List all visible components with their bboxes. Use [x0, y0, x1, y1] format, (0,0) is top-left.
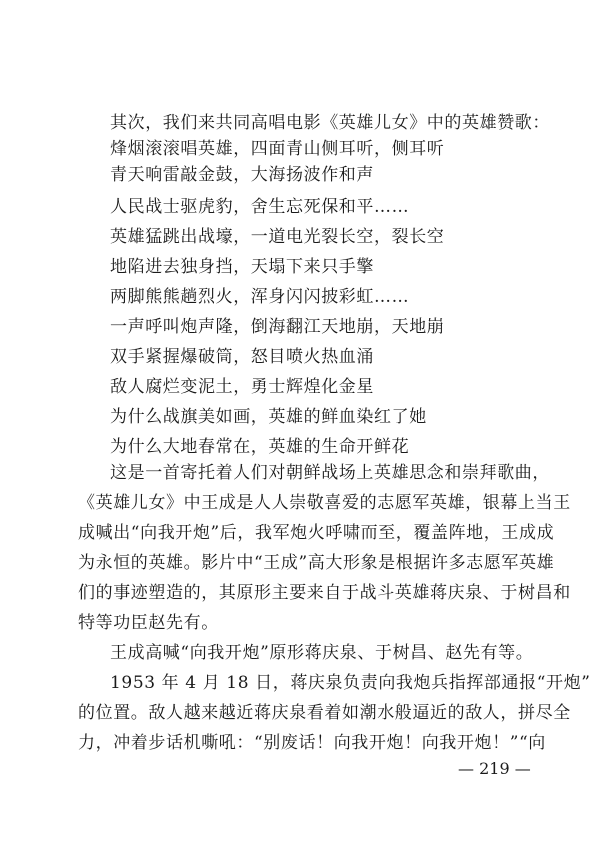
paragraph-line: 王成高喊“向我开炮”原形蒋庆泉、于树昌、赵先有等。 — [110, 643, 534, 663]
paragraph-line: 特等功臣赵先有。 — [78, 613, 219, 633]
poem-line: 两脚熊熊趟烈火，浑身闪闪披彩虹…… — [110, 287, 410, 307]
intro-line: 其次，我们来共同高唱电影《英雄儿女》中的英雄赞歌： — [110, 113, 550, 133]
poem-line: 烽烟滚滚唱英雄，四面青山侧耳听，侧耳听 — [110, 139, 445, 159]
poem-line: 英雄猛跳出战壕，一道电光裂长空，裂长空 — [110, 227, 445, 247]
paragraph-line: 这是一首寄托着人们对朝鲜战场上英雄思念和崇拜歌曲， — [110, 463, 550, 483]
poem-line: 地陷进去独身挡，天塌下来只手擎 — [110, 257, 374, 277]
paragraph-line: 为永恒的英雄。影片中“王成”高大形象是根据许多志愿军英雄 — [78, 553, 555, 573]
paragraph-line: 1953 年 4 月 18 日，蒋庆泉负责向我炮兵指挥部通报“开炮” — [110, 673, 591, 693]
poem-line: 双手紧握爆破筒，怒目喷火热血涌 — [110, 347, 374, 367]
page-number: — 219 — — [458, 759, 531, 778]
poem-line: 青天响雷敲金鼓，大海扬波作和声 — [110, 165, 374, 185]
poem-line: 敌人腐烂变泥土，勇士辉煌化金星 — [110, 377, 374, 397]
poem-line: 为什么大地春常在，英雄的生命开鲜花 — [110, 437, 410, 457]
poem-line: 人民战士驱虎豹，舍生忘死保和平…… — [110, 197, 410, 217]
paragraph-line: 《英雄儿女》中王成是人人崇敬喜爱的志愿军英雄，银幕上当王 — [78, 493, 571, 513]
paragraph-line: 的位置。敌人越来越近蒋庆泉看着如潮水般逼近的敌人，拼尽全 — [78, 703, 571, 723]
poem-line: 为什么战旗美如画，英雄的鲜血染红了她 — [110, 407, 427, 427]
paragraph-line: 们的事迹塑造的，其原形主要来自于战斗英雄蒋庆泉、于树昌和 — [78, 583, 571, 603]
poem-line: 一声呼叫炮声隆，倒海翻江天地崩，天地崩 — [110, 317, 445, 337]
paragraph-line: 成喊出“向我开炮”后，我军炮火呼啸而至，覆盖阵地，王成成 — [78, 523, 555, 543]
paragraph-line: 力，冲着步话机嘶吼：“别废话！向我开炮！向我开炮！”“向 — [78, 733, 546, 753]
